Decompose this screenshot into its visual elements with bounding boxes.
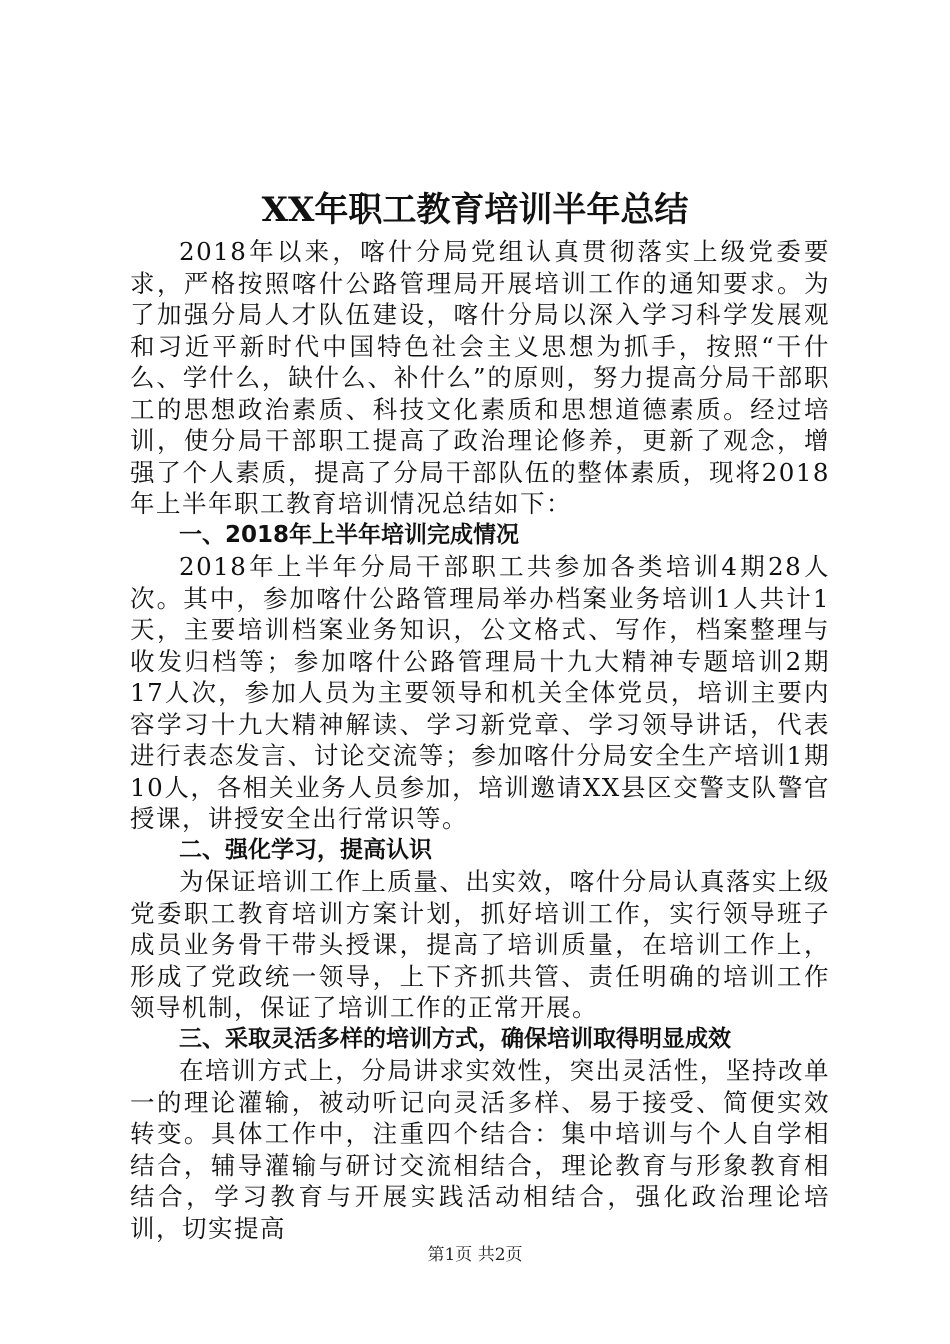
document-title: XX年职工教育培训半年总结 <box>261 190 689 230</box>
intro-paragraph: 2018年以来，喀什分局党组认真贯彻落实上级党委要求，严格按照喀什公路管理局开展培训工作的通知要求。为了加强分局人才队伍建设，喀什分局以深入学习科学发展观和习近平新时代中国特色社会主义思想为抓手，按照“干什么、学什么，缺什么、补什么”的原则，努力提高分局干部职工的思想政治素质、科技文化素质和思想道德素质。经过培训，使分局干部职工提高了政治理论修养，更新了观念，增强了个人素质，提高了分局干部队伍的整体素质，现将2018年上半年职工教育培训情况总结如下： <box>130 237 830 518</box>
section-paragraph-3: 在培训方式上，分局讲求实效性，突出灵活性，坚持改单一的理论灌输，被动听记向灵活多样、易于接受、简便实效转变。具体工作中，注重四个结合：集中培训与个人自学相结合，辅导灌输与研讨交流相结合，理论教育与形象教育相结合，学习教育与开展实践活动相结合，强化政治理论培训，切实提高 <box>130 1056 830 1243</box>
section-heading-2: 二、强化学习，提高认识 <box>179 836 432 863</box>
section-paragraph-1: 2018年上半年分局干部职工共参加各类培训4期28人次。其中，参加喀什公路管理局举办档案业务培训1人共计1天，主要培训档案业务知识，公文格式、写作，档案整理与收发归档等；参加喀什公路管理局十九大精神专题培训2期17人次，参加人员为主要领导和机关全体党员，培训主要内容学习十九大精神解读、学习新党章、学习领导讲话，代表进行表态发言、讨论交流等；参加喀什分局安全生产培训1期10人，各相关业务人员参加，培训邀请XX县区交警支队警官授课，讲授安全出行常识等。 <box>130 552 830 833</box>
section-heading-3: 三、采取灵活多样的培训方式，确保培训取得明显成效 <box>179 1025 731 1052</box>
document-body <box>130 236 830 1244</box>
section-heading-1: 一、2018年上半年培训完成情况 <box>179 521 520 548</box>
section-paragraph-2: 为保证培训工作上质量、出实效，喀什分局认真落实上级党委职工教育培训方案计划，抓好培训工作，实行领导班子成员业务骨干带头授课，提高了培训质量，在培训工作上，形成了党政统一领导，上下齐抓共管、责任明确的培训工作领导机制，保证了培训工作的正常开展。 <box>130 867 830 1022</box>
page-footer: 第1页 共2页 <box>427 1245 523 1265</box>
